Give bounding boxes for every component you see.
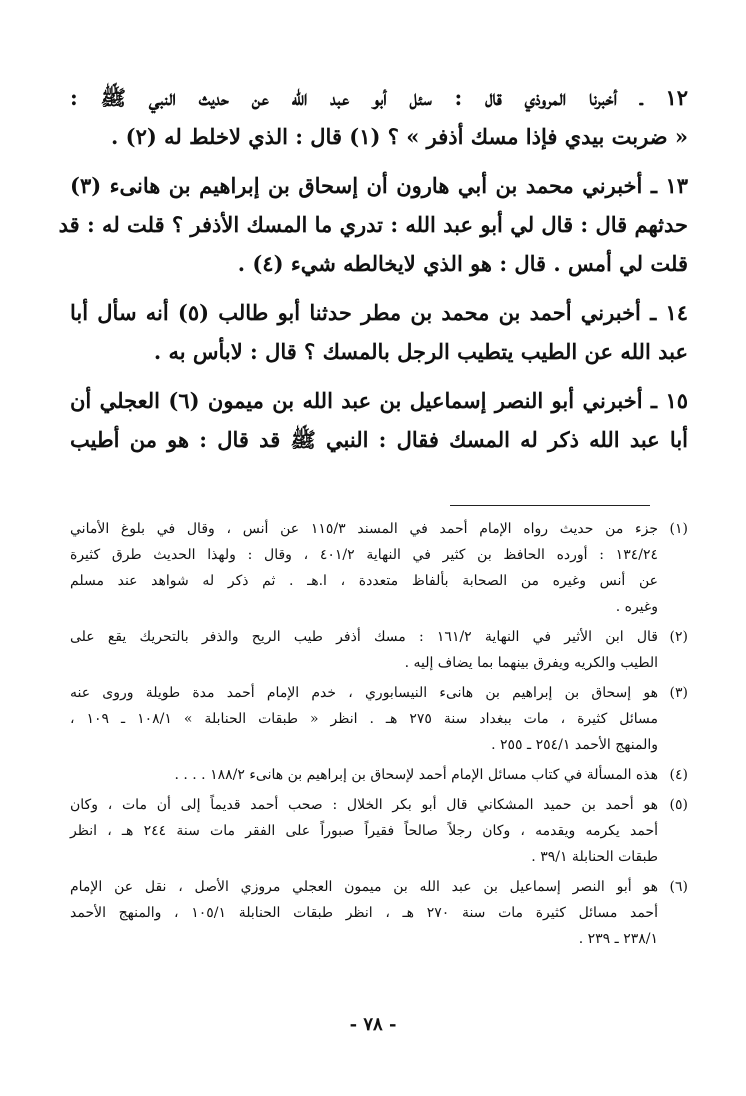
footnote-line: هو إسحاق بن إبراهيم بن هانىء النيسابوري ، خدم الإمام أحمد مدة طويلة وروى عنه <box>70 685 658 701</box>
text-line: حدثهم قال : قال لي أبو عبد الله : تدري ما المسك الأذفر ؟ قلت له : قد <box>58 212 688 237</box>
footnote-divider <box>450 505 650 506</box>
footnote-line: والمنهج الأحمد ٢٥٤/١ ـ ٢٥٥ . <box>491 737 658 753</box>
main-text <box>58 78 689 469</box>
footnote-line: عن أنس وغيره من الصحابة بألفاظ متعددة ، ا.هـ . ثم ذكر له شواهد عند مسلم <box>70 573 658 589</box>
paragraph-14 <box>70 293 688 371</box>
footnote-4 <box>70 762 688 788</box>
footnote-line: الطيب والكريه ويفرق بينهما بما يضاف إليه . <box>404 655 658 671</box>
footnote-5 <box>70 792 688 870</box>
footnote-1 <box>70 516 688 620</box>
footnote-number: (٥) <box>669 797 688 813</box>
footnote-line: هو أبو النصر إسماعيل بن عبد الله بن ميمون العجلي مروزي الأصل ، نقل عن الإمام <box>70 879 658 895</box>
text-line: ١٣ ـ أخبرني محمد بن أبي هارون أن إسحاق بن إبراهيم بن هانىء (٣) <box>70 173 688 198</box>
text-line: قلت لي أمس . قال : هو الذي لايخالطه شيء (٤) . <box>237 251 688 276</box>
footnote-line: هذه المسألة في كتاب مسائل الإمام أحمد لإسحاق بن إبراهيم بن هانىء ١٨٨/٢ . . . . <box>174 767 658 783</box>
footnote-2 <box>70 624 688 676</box>
footnote-number: (٤) <box>669 767 688 783</box>
text-line: ١٥ ـ أخبرني أبو النصر إسماعيل بن عبد الله بن ميمون (٦) العجلي أن <box>70 388 688 413</box>
footnote-line: أحمد مسائل كثيرة مات سنة ٢٧٠ هـ ، انظر طبقات الحنابلة ١٠٥/١ ، والمنهج الأحمد <box>70 905 658 921</box>
paragraph-13 <box>58 166 688 283</box>
footnote-line: مسائل كثيرة ، مات ببغداد سنة ٢٧٥ هـ . انظر « طبقات الحنابلة » ١٠٨/١ ـ ١٠٩ ، <box>70 711 658 727</box>
footnote-number: (١) <box>669 521 688 537</box>
footnote-line: جزء من حديث رواه الإمام أحمد في المسند ١١٥/٣ عن أنس ، وقال في بلوغ الأماني <box>70 521 659 537</box>
paragraph-15 <box>70 381 688 459</box>
page-number: - ٧٨ - <box>349 1014 397 1035</box>
footnote-number: (٣) <box>669 685 688 701</box>
text-line: ١٤ ـ أخبرني أحمد بن محمد بن مطر حدثنا أبو طالب (٥) أنه سأل أبا <box>70 300 689 325</box>
footnote-3 <box>70 680 688 758</box>
paragraph-12 <box>70 78 688 156</box>
footnote-line: ٢٣٨/١ ـ ٢٣٩ . <box>578 931 658 947</box>
footnote-line: وغيره . <box>615 599 658 615</box>
text-line: أبا عبد الله ذكر له المسك فقال : النبي ﷺ قد قال : هو من أطيب <box>70 427 688 452</box>
footnote-number: (٢) <box>669 629 688 645</box>
footnote-6 <box>70 874 688 952</box>
footnote-line: أحمد يكرمه ويقدمه ، وكان رجلاً صالحاً فقيراً صبوراً على الفقر مات سنة ٢٤٤ هـ ، انظر <box>70 823 658 839</box>
text-line: ١٢ ـ أخبرنا المروذي قال : سئل أبو عبد الله عن حديث النبي ﷺ : <box>70 85 688 110</box>
text-line: « ضربت بيدي فإذا مسك أذفر » ؟ (١) قال : الذي لاخلط له (٢) . <box>111 124 688 149</box>
footnote-line: ١٣٤/٢٤ : أورده الحافظ بن كثير في النهاية ٤٠١/٢ ، وقال : ولهذا الحديث طرق كثيرة <box>70 547 658 563</box>
footnote-line: طبقات الحنابلة ٣٩/١ . <box>531 849 658 865</box>
text-line: عبد الله عن الطيب يتطيب الرجل بالمسك ؟ قال : لابأس به . <box>153 339 688 364</box>
footnote-line: هو أحمد بن حميد المشكاني قال أبو بكر الخلال : صحب أحمد قديماً إلى أن مات ، وكان <box>70 797 658 813</box>
footnote-line: قال ابن الأثير في النهاية ١٦١/٢ : مسك أذفر طيب الريح والذفر بالتحريك يقع على <box>70 629 658 645</box>
footnotes <box>70 516 688 956</box>
footnote-number: (٦) <box>669 879 688 895</box>
